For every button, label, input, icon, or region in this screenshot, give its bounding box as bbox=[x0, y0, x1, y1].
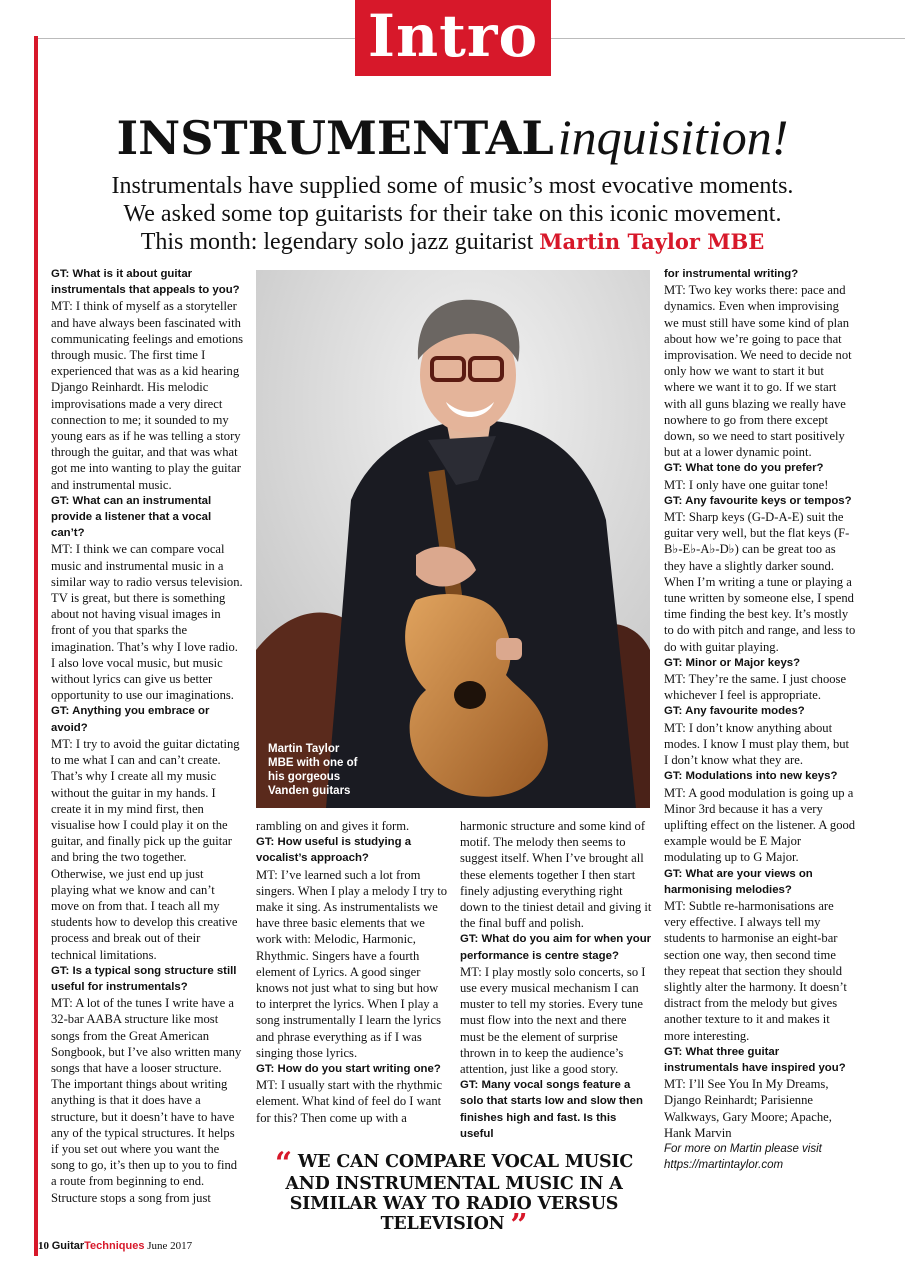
interview-answer: MT: I usually start with the rhythmic element. What kind of feel do I want for this? Then come up with a bbox=[256, 1078, 443, 1125]
pull-quote-text: WE CAN COMPARE VOCAL MUSIC AND INSTRUMENTAL MUSIC IN A SIMILAR WAY TO RADIO VERSUS TELEVISION bbox=[285, 1152, 634, 1234]
standfirst-prefix: This month: legendary solo jazz guitarist bbox=[140, 229, 534, 255]
interview-answer: MT: A good modulation is going up a Minor 3rd because it has a very uplifting effect on the listener. A good example would be E Major modulating up to G Major. bbox=[664, 785, 856, 865]
portrait-photo bbox=[256, 270, 650, 808]
interview-answer: MT: Subtle re-harmonisations are very effective. I always tell my students to harmonise an eight-bar section one way, then second time they repeat that section they should slightly alter the harmony. It doesn’t distract from the melody but gives another texture to it and makes it more interesting. bbox=[664, 898, 847, 1043]
standfirst-line-3 bbox=[0, 228, 905, 256]
headline-italic: inquisition! bbox=[557, 109, 789, 165]
pull-quote bbox=[258, 1146, 650, 1243]
interview-answer: MT: A lot of the tunes I write have a 32-bar AABA structure like most songs from the Great American Songbook, but I’ve also written many songs that have a looser structure. The important things about writing anything is that it does have a structure, but it doesn’t have to have any of the typical structures. It helps if you set out where you want the song to go, it’s then up to you to find a route from beginning to end. Structure stops a song from just bbox=[51, 996, 242, 1205]
interview-question: GT: What tone do you prefer? bbox=[664, 462, 824, 475]
interview-question: GT: How do you start writing one? bbox=[256, 1063, 441, 1076]
interview-question: GT: Any favourite modes? bbox=[664, 705, 805, 718]
interview-question: GT: Anything you embrace or avoid? bbox=[51, 705, 210, 734]
interview-question: GT: What are your views on harmonising melodies? bbox=[664, 867, 813, 896]
column-3 bbox=[460, 818, 652, 1142]
interview-answer: MT: I play mostly solo concerts, so I use every musical mechanism I can muster to tell my stories. Every tune must flow into the next and there must be the element of surprise thrown in to keep the audience’s attention, just like a good story. bbox=[460, 964, 646, 1077]
interview-question: GT: What can an instrumental provide a listener that a vocal can’t? bbox=[51, 494, 212, 540]
section-tab: Intro bbox=[355, 0, 551, 76]
standfirst-line-1: Instrumentals have supplied some of music’s most evocative moments. bbox=[111, 173, 794, 199]
interview-answer: MT: I think of myself as a storyteller and have always been fascinated with communicating feelings and emotions through music. The first time I experienced that was as a kid hearing Django Reinhardt. His melodic improvisations made a very direct connection to me; it sounded to my young ears as if he was telling a story through the guitar, and that was what got me into wanting to play the guitar and instrumental music. bbox=[51, 299, 244, 492]
open-quote-mark: “ bbox=[274, 1146, 292, 1181]
interview-question: GT: Any favourite keys or tempos? bbox=[664, 494, 852, 507]
headline bbox=[0, 108, 905, 166]
portrait-illustration bbox=[256, 270, 650, 808]
interviewee-name: Martin Taylor MBE bbox=[539, 229, 765, 254]
column-1 bbox=[51, 266, 243, 1206]
interview-answer: MT: They’re the same. I just choose whichever I feel is appropriate. bbox=[664, 672, 847, 703]
more-info-link: For more on Martin please visit https://martintaylor.com bbox=[664, 1142, 822, 1172]
interview-question: GT: Is a typical song structure still useful for instrumentals? bbox=[51, 964, 237, 993]
interview-question: GT: How useful is studying a vocalist’s approach? bbox=[256, 836, 412, 865]
page-footer bbox=[38, 1240, 192, 1252]
interview-answer: MT: I think we can compare vocal music and instrumental music in a similar way to radio versus television. TV is great, but there is something about not having visual images in front of you that sparks the imagination. That’s why I love radio. I also love vocal music, but music without lyrics can give us better opportunity to use our imaginations. bbox=[51, 542, 243, 703]
page-number: 10 bbox=[38, 1240, 49, 1252]
standfirst bbox=[0, 172, 905, 256]
magazine-name-part1: Guitar bbox=[51, 1240, 85, 1252]
interview-answer: MT: I try to avoid the guitar dictating to me what I can and can’t create. That’s why I create all my music without the guitar in my hands. I create it in my mind first, then visualise how I could play it on the guitar, and finally pick up the guitar and bring the two together. Otherwise, we just end up just playing what we know and can’t move on from that. I teach all my students how to develop this creative process and break out of their technical limitations. bbox=[51, 736, 240, 962]
interview-question: GT: What three guitar instrumentals have inspired you? bbox=[664, 1045, 846, 1074]
interview-question: for instrumental writing? bbox=[664, 268, 799, 280]
column-2 bbox=[256, 818, 448, 1126]
headline-bold: INSTRUMENTAL bbox=[116, 111, 554, 165]
issue-date: June 2017 bbox=[147, 1240, 193, 1252]
interview-answer: MT: I don’t know anything about modes. I know I must play them, but I don’t know what they are. bbox=[664, 720, 850, 768]
interview-question: GT: What do you aim for when your performance is centre stage? bbox=[460, 933, 652, 962]
magazine-name-part2: Techniques bbox=[84, 1240, 145, 1252]
interview-answer: MT: I only have one guitar tone! bbox=[664, 477, 829, 492]
interview-answer: MT: I’ve learned such a lot from singers. When I play a melody I try to make it sing. As instrumentalists we have three basic elements that we work with: Melodic, Harmonic, Rhythmic. Singers have a fourth element of Lyrics. A good singer knows not just what to sing but how to interpret the lyrics. When I play a song instrumentally I learn the lyrics and phrase everything as if I was singing those lyrics. bbox=[256, 867, 448, 1060]
interview-answer: harmonic structure and some kind of motif. The melody then seems to suggest itself. When I’ve brought all these elements together I then start finely adjusting everything right down to the tiniest detail and giving it the final buff and polish. bbox=[460, 819, 652, 931]
interview-question: GT: Minor or Major keys? bbox=[664, 656, 801, 669]
interview-question: GT: Modulations into new keys? bbox=[664, 770, 838, 783]
interview-question: GT: What is it about guitar instrumentals that appeals to you? bbox=[51, 268, 240, 297]
interview-answer: MT: I’ll See You In My Dreams, Django Reinhardt; Parisienne Walkways, Gary Moore; Apache, Hank Marvin bbox=[664, 1077, 832, 1140]
standfirst-line-2: We asked some top guitarists for their take on this iconic movement. bbox=[123, 201, 782, 227]
close-quote-mark: ” bbox=[510, 1208, 528, 1243]
interview-answer: MT: Sharp keys (G-D-A-E) suit the guitar very well, but the flat keys (F-B♭-E♭-A♭-D♭) can be great too as they have a slightly darker sound. When I’m writing a tune or playing a tune written by someone else, I spend time finding the best key. It’s mostly to do with pitch and range, and less to do with guitar playing. bbox=[664, 510, 856, 654]
interview-question: GT: Many vocal songs feature a solo that starts low and slow then finishes high and fast. Is this useful bbox=[460, 1079, 643, 1140]
photo-caption: Martin Taylor MBE with one of his gorgeous Vanden guitars bbox=[268, 743, 358, 797]
column-4 bbox=[664, 266, 856, 1173]
interview-answer: MT: Two key works there: pace and dynamics. Even when improvising we must still have some kind of plan about how we’re going to pace that improvisation. We need to decide not only how we want to start it but where we want it to go. If we start with all guns blazing we really have nowhere to go from there except down, so we need to start positively but at a lower dynamic point. bbox=[664, 283, 852, 460]
interview-answer: rambling on and gives it form. bbox=[256, 819, 410, 833]
